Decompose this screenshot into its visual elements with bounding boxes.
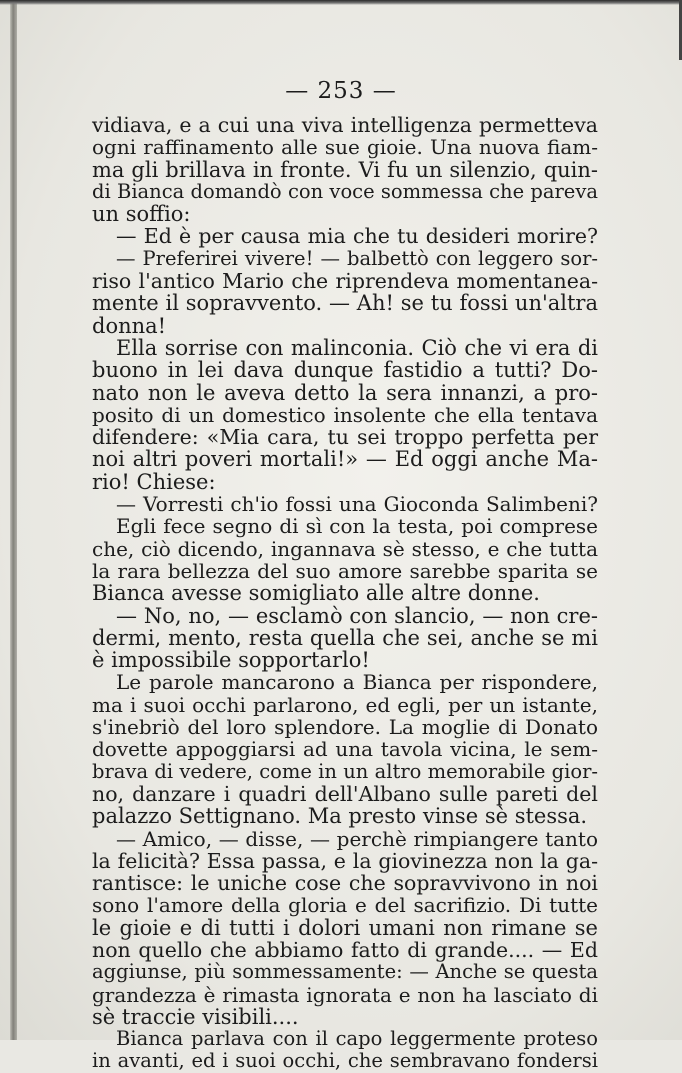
text-line: sono l'amore della gloria e del sacrifizio. Di tutte bbox=[92, 893, 598, 918]
text-line: di Bianca domandò con voce sommessa che pareva bbox=[92, 179, 598, 203]
text-line: noi altri poveri mortali!» — Ed oggi anche Ma- bbox=[92, 447, 598, 472]
text-line: — Ed è per causa mia che tu desideri morire? bbox=[116, 224, 598, 249]
text-line: ogni raffinamento alle sue gioie. Una nuova fiam- bbox=[92, 135, 598, 160]
text-line: brava di vedere, come in un altro memorabile gior- bbox=[92, 759, 598, 783]
text-line: buono in lei dava dunque fastidio a tutti? Do- bbox=[92, 358, 598, 383]
text-line: non quello che abbiamo fatto di grande.... — Ed bbox=[92, 937, 598, 962]
page-top-edge bbox=[0, 0, 682, 5]
text-line: è impossibile sopportarlo! bbox=[92, 648, 370, 673]
text-line: — Amico, — disse, — perchè rimpiangere tanto bbox=[116, 826, 598, 851]
text-line: — Vorresti ch'io fossi una Gioconda Salimbeni? bbox=[116, 492, 598, 517]
text-line: riso l'antico Mario che riprendeva momentanea- bbox=[92, 269, 598, 294]
text-line: rantisce: le uniche cose che sopravvivono in noi bbox=[92, 871, 598, 896]
text-line: aggiunse, più sommessamente: — Anche se questa bbox=[92, 960, 598, 984]
text-line: posito di un domestico insolente che ella tentava bbox=[92, 402, 598, 427]
text-line: che, ciò dicendo, ingannava sè stesso, e che tutta bbox=[92, 536, 598, 561]
text-line: Le parole mancarono a Bianca per rispondere, bbox=[116, 670, 598, 695]
text-line: — No, no, — esclamò con slancio, — non cre- bbox=[116, 603, 598, 628]
text-line: ma gli brillava in fronte. Vi fu un silenzio, quin- bbox=[92, 157, 598, 182]
text-line: donna! bbox=[92, 313, 167, 338]
text-line: la felicità? Essa passa, e la giovinezza non la ga- bbox=[92, 848, 598, 873]
text-line: dermi, mento, resta quella che sei, anche se mi bbox=[92, 625, 598, 650]
text-line: Ella sorrise con malinconia. Ciò che vi era di bbox=[116, 335, 598, 360]
text-line: sè traccie visibili.... bbox=[92, 1004, 299, 1029]
text-line: ma i suoi occhi parlarono, ed egli, per un istante, bbox=[92, 692, 598, 717]
text-line: un soffio: bbox=[92, 202, 191, 227]
text-line: Egli fece segno di sì con la testa, poi comprese bbox=[116, 514, 598, 539]
text-line: — Preferirei vivere! — balbettò con leggero sor- bbox=[116, 246, 598, 270]
text-line: s'inebriò del loro splendore. La moglie di Donato bbox=[92, 715, 598, 740]
text-line: no, danzare i quadri dell'Albano sulle pareti del bbox=[92, 781, 598, 806]
text-line: Bianca avesse somigliato alle altre donne. bbox=[92, 581, 540, 606]
text-line: difendere: «Mia cara, tu sei troppo perfetta per bbox=[92, 425, 598, 450]
text-line: in avanti, ed i suoi occhi, che sembravano fondersi bbox=[92, 1049, 598, 1073]
text-line: dovette appoggiarsi ad una tavola vicina, le sem- bbox=[92, 737, 598, 762]
page-spine-shadow bbox=[10, 0, 17, 1040]
text-line: grandezza è rimasta ignorata e non ha lasciato di bbox=[92, 982, 598, 1007]
text-line: nato non le aveva detto la sera innanzi, a pro- bbox=[92, 380, 598, 405]
text-line: la rara bellezza del suo amore sarebbe sparita se bbox=[92, 558, 598, 583]
text-line: le gioie e di tutti i dolori umani non rimane se bbox=[92, 915, 598, 940]
page-number: — 253 — bbox=[285, 78, 397, 104]
body-text bbox=[92, 114, 598, 1073]
text-line: palazzo Settignano. Ma presto vinse sè stessa. bbox=[92, 804, 588, 829]
text-line: rio! Chiese: bbox=[92, 469, 216, 494]
text-line: mente il sopravvento. — Ah! se tu fossi un'altra bbox=[92, 291, 598, 316]
text-line: Bianca parlava con il capo leggermente proteso bbox=[116, 1027, 598, 1051]
text-line: vidiava, e a cui una viva intelligenza permetteva bbox=[92, 113, 598, 137]
